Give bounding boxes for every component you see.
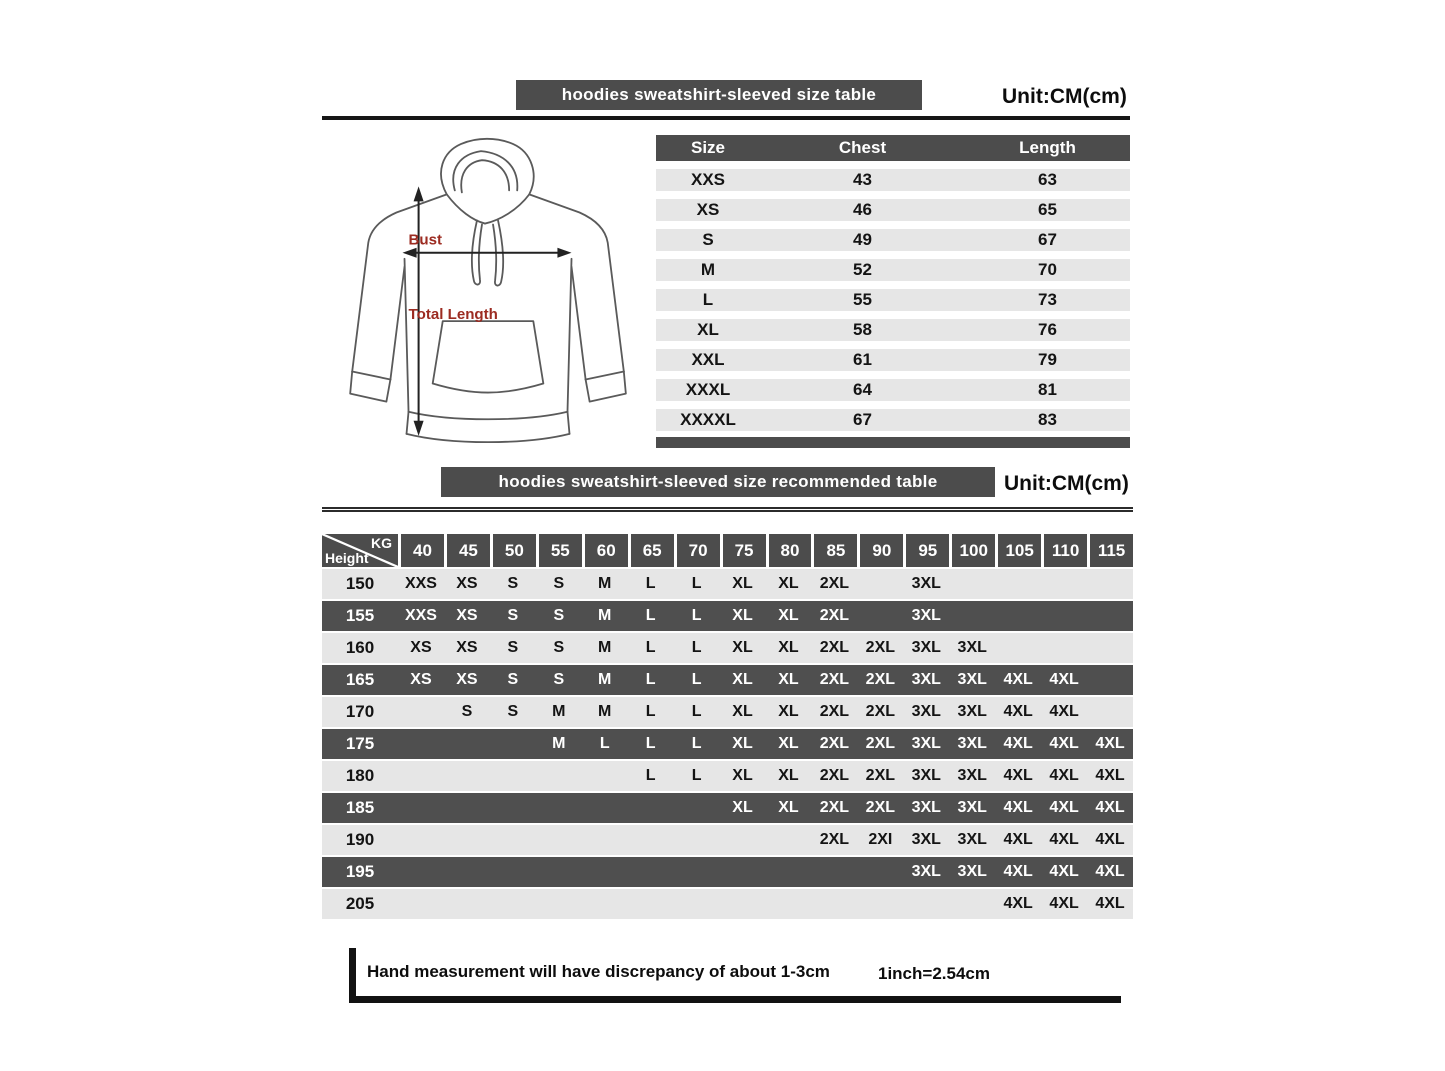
size-table-column-header: Length [1019,138,1076,157]
matrix-size-cell: 2XL [865,799,896,816]
matrix-size-cell: 4XL [1003,735,1033,752]
matrix-size-cell: 4XL [1049,863,1079,880]
matrix-height-label: 165 [345,670,375,689]
matrix-body [322,569,1133,919]
size-table-row [656,259,1130,281]
size-table-cell: 70 [1038,260,1057,279]
size-table-cell: 81 [1038,380,1057,399]
matrix-weight-header: 115 [1090,534,1133,567]
matrix-size-cell: L [691,767,702,784]
matrix-size-cell: 3XL [911,767,941,784]
matrix-size-cell: L [691,671,702,688]
matrix-row [322,729,1133,759]
size-table-cell: XXXXL [680,410,736,429]
matrix-size-cell: 4XL [1049,671,1079,688]
matrix-weight-header: 60 [585,534,628,567]
size-table-cell: 83 [1038,410,1057,429]
matrix-size-cell: 3XL [911,799,941,816]
size-table-cell: 67 [1038,230,1057,249]
matrix-size-cell: XS [410,639,432,656]
matrix-weight-header: 50 [493,534,536,567]
matrix-size-cell: L [599,735,610,752]
matrix-weight-header: 45 [447,534,490,567]
matrix-row [322,889,1133,919]
size-table-cell: XXS [690,170,726,189]
matrix-size-cell: 4XL [1003,831,1033,848]
size-table-cell: 73 [1038,290,1057,309]
matrix-weight-header: 90 [860,534,903,567]
matrix-size-cell: 2XL [819,575,850,592]
matrix-size-cell: 4XL [1095,895,1125,912]
matrix-size-cell: 2XI [868,831,893,848]
matrix-row [322,761,1133,791]
matrix-size-cell: 4XL [1049,831,1079,848]
matrix-size-cell: 4XL [1049,799,1079,816]
matrix-size-cell: 4XL [1095,863,1125,880]
matrix-size-cell: L [645,735,656,752]
matrix-size-cell: XL [732,767,753,784]
matrix-size-cell: S [507,671,519,688]
size-table-row [656,409,1130,431]
matrix-size-cell: S [553,671,565,688]
matrix-size-cell: 4XL [1095,735,1125,752]
matrix-size-cell: XS [410,671,432,688]
matrix-size-cell: 4XL [1003,767,1033,784]
size-table-cell: XXL [691,350,725,369]
matrix-size-cell: 4XL [1003,895,1033,912]
matrix-size-cell: S [553,639,565,656]
matrix-size-cell: L [691,575,702,592]
size-table-row [656,199,1130,221]
matrix-size-cell: M [598,671,612,688]
matrix-size-cell: 3XL [957,831,987,848]
size-table-row [656,319,1130,341]
matrix-size-cell: 3XL [957,799,987,816]
section1-unit-label: Unit:CM(cm) [1002,85,1127,108]
matrix-size-cell: 3XL [911,671,941,688]
matrix-size-cell: XL [732,575,753,592]
section1-title: hoodies sweatshirt-sleeved size table [561,85,877,104]
matrix-height-label: 170 [345,702,375,721]
matrix-size-cell: 2XL [819,639,850,656]
corner-kg-label: KG [371,535,392,551]
matrix-size-cell: 4XL [1003,703,1033,720]
matrix-size-cell: S [553,575,565,592]
matrix-size-cell: 2XL [819,831,850,848]
matrix-size-cell: 4XL [1049,895,1079,912]
matrix-header-row [322,534,1133,567]
matrix-height-label: 180 [345,766,375,785]
matrix-size-cell: XL [778,671,799,688]
matrix-size-cell: L [691,607,702,624]
matrix-size-cell: XL [732,607,753,624]
matrix-size-cell: 4XL [1003,799,1033,816]
size-table-cell: 63 [1038,170,1057,189]
size-table-cell: 46 [853,200,872,219]
size-table [656,135,1130,448]
matrix-weight-header: 110 [1044,534,1087,567]
matrix-height-label: 195 [345,862,375,881]
size-table-cell: 76 [1038,320,1057,339]
size-table-cell: XXXL [685,380,731,399]
matrix-row [322,793,1133,823]
matrix-row [322,665,1133,695]
matrix-height-label: 155 [345,606,375,625]
matrix-weight-header: 85 [814,534,857,567]
matrix-height-label: 190 [345,830,375,849]
matrix-size-cell: 4XL [1049,735,1079,752]
hoodie-measurement-diagram [330,130,642,462]
matrix-size-cell: L [645,639,656,656]
matrix-row [322,569,1133,599]
matrix-size-cell: M [552,735,566,752]
matrix-size-cell: 4XL [1095,767,1125,784]
size-table-cell: 49 [853,230,872,249]
size-table-bottom-bar [656,437,1130,448]
matrix-size-cell: XL [778,799,799,816]
matrix-weight-header: 65 [631,534,674,567]
footer-note: Hand measurement will have discrepancy of about 1-3cm [367,962,830,981]
size-table-cell: 58 [853,320,872,339]
matrix-size-cell: S [507,703,519,720]
matrix-height-label: 185 [345,798,375,817]
matrix-row [322,633,1133,663]
matrix-corner-cell [322,534,398,567]
matrix-size-cell: XL [732,671,753,688]
matrix-size-cell: 2XL [865,703,896,720]
matrix-size-cell: XL [778,767,799,784]
matrix-size-cell: 4XL [1003,863,1033,880]
matrix-weight-header: 100 [952,534,995,567]
matrix-size-cell: 2XL [865,735,896,752]
size-table-cell: 79 [1038,350,1057,369]
footer-underline [349,996,1121,1003]
matrix-size-cell: 2XL [865,767,896,784]
size-table-row [656,229,1130,251]
matrix-size-cell: L [691,639,702,656]
total-length-label: Total Length [408,306,498,324]
matrix-size-cell: S [461,703,473,720]
matrix-size-cell: S [507,575,519,592]
matrix-size-cell: 2XL [819,799,850,816]
recommended-size-matrix [322,534,1133,919]
size-table-cell: XL [697,320,719,339]
matrix-size-cell: S [507,639,519,656]
matrix-size-cell: XL [732,735,753,752]
footer-left-bar [349,948,356,1003]
matrix-size-cell: XXS [404,607,437,624]
matrix-size-cell: 3XL [911,831,941,848]
size-table-cell: 43 [853,170,872,189]
matrix-size-cell: 2XL [819,735,850,752]
matrix-size-cell: 4XL [1049,703,1079,720]
size-table-row [656,289,1130,311]
matrix-size-cell: XL [778,575,799,592]
matrix-weight-header: 40 [401,534,444,567]
matrix-size-cell: 4XL [1049,767,1079,784]
size-table-cell: 52 [853,260,872,279]
matrix-size-cell: XL [732,799,753,816]
size-table-cell: 64 [853,380,872,399]
matrix-size-cell: 3XL [957,703,987,720]
matrix-size-cell: M [552,703,566,720]
matrix-size-cell: 4XL [1095,831,1125,848]
matrix-size-cell: XS [456,575,478,592]
matrix-size-cell: 3XL [957,863,987,880]
matrix-size-cell: XS [456,671,478,688]
matrix-size-cell: 3XL [957,735,987,752]
size-table-cell: L [702,290,714,309]
matrix-size-cell: 2XL [819,767,850,784]
matrix-size-cell: XS [456,607,478,624]
size-table-header [656,135,1130,161]
size-table-body [656,169,1130,431]
matrix-size-cell: 3XL [911,639,941,656]
bust-label: Bust [408,231,443,249]
matrix-size-cell: S [553,607,565,624]
matrix-size-cell: L [645,703,656,720]
matrix-size-cell: S [507,607,519,624]
matrix-size-cell: XL [732,639,753,656]
matrix-size-cell: M [598,639,612,656]
matrix-size-cell: L [645,671,656,688]
size-table-cell: 65 [1038,200,1057,219]
section1-title-bar [516,80,922,110]
matrix-size-cell: M [598,575,612,592]
matrix-weight-header: 70 [677,534,720,567]
matrix-height-label: 150 [345,574,375,593]
size-table-cell: 55 [853,290,872,309]
matrix-size-cell: 2XL [865,671,896,688]
size-table-row [656,169,1130,191]
matrix-weight-header: 95 [906,534,949,567]
size-table-cell: XS [696,200,720,219]
matrix-row [322,825,1133,855]
matrix-weight-header: 80 [769,534,812,567]
matrix-size-cell: L [691,735,702,752]
matrix-size-cell: XXS [404,575,437,592]
matrix-size-cell: 2XL [819,703,850,720]
section2-title: hoodies sweatshirt-sleeved size recommended table [498,472,938,491]
matrix-size-cell: 3XL [911,735,941,752]
matrix-row [322,697,1133,727]
matrix-size-cell: 4XL [1003,671,1033,688]
matrix-height-label: 160 [345,638,375,657]
size-table-cell: S [702,230,714,249]
matrix-weight-header: 55 [539,534,582,567]
matrix-size-cell: 3XL [911,575,941,592]
matrix-size-cell: M [598,607,612,624]
matrix-size-cell: XL [778,607,799,624]
size-table-row [656,349,1130,371]
matrix-size-cell: 2XL [819,607,850,624]
matrix-size-cell: 3XL [911,703,941,720]
matrix-weight-header: 105 [998,534,1041,567]
matrix-size-cell: 3XL [911,863,941,880]
matrix-size-cell: 2XL [819,671,850,688]
section2-unit-label: Unit:CM(cm) [1004,472,1129,495]
divider-line-2 [322,507,1133,512]
size-table-cell: 61 [853,350,872,369]
divider-line-1 [322,116,1130,120]
matrix-size-cell: L [645,767,656,784]
matrix-row [322,857,1133,887]
matrix-size-cell: M [598,703,612,720]
matrix-size-cell: 4XL [1095,799,1125,816]
size-table-column-header: Size [690,138,726,157]
corner-height-label: Height [325,550,369,566]
matrix-size-cell: 3XL [957,639,987,656]
section2-title-bar [441,467,995,497]
matrix-size-cell: L [691,703,702,720]
matrix-height-label: 205 [345,894,375,913]
matrix-size-cell: XL [732,703,753,720]
matrix-size-cell: 3XL [957,671,987,688]
size-table-row [656,379,1130,401]
matrix-size-cell: XL [778,735,799,752]
footer-conversion: 1inch=2.54cm [878,964,990,983]
matrix-size-cell: 2XL [865,639,896,656]
size-table-column-header: Chest [838,138,887,157]
matrix-height-label: 175 [345,734,375,753]
hoodie-outline [350,139,626,442]
matrix-size-cell: XL [778,703,799,720]
matrix-size-cell: L [645,575,656,592]
size-table-cell: 67 [853,410,872,429]
matrix-size-cell: XL [778,639,799,656]
matrix-size-cell: 3XL [957,767,987,784]
matrix-size-cell: L [645,607,656,624]
size-table-cell: M [700,260,716,279]
matrix-weight-header: 75 [723,534,766,567]
matrix-size-cell: 3XL [911,607,941,624]
matrix-size-cell: XS [456,639,478,656]
matrix-row [322,601,1133,631]
